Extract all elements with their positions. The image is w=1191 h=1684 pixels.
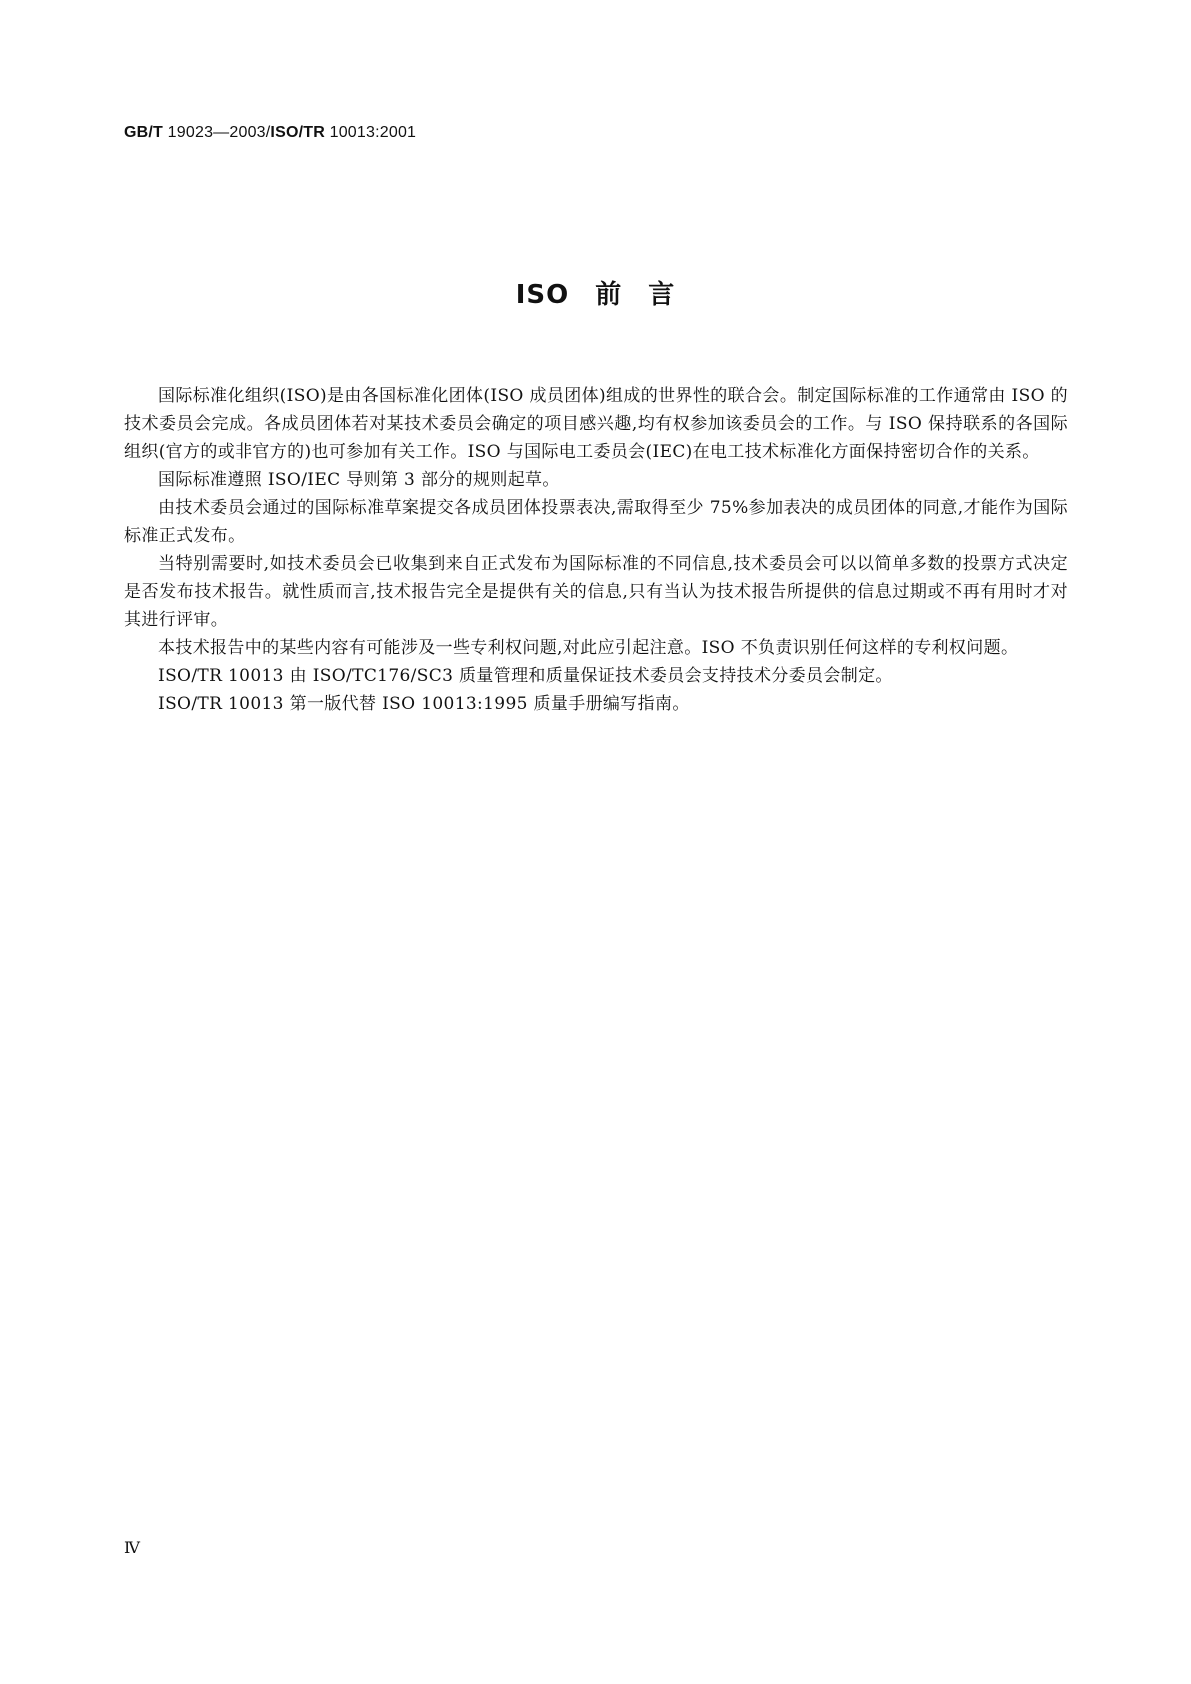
paragraph: 国际标准化组织(ISO)是由各国标准化团体(ISO 成员团体)组成的世界性的联合会。制定国际标准的工作通常由 ISO 的技术委员会完成。各成员团体若对某技术委员会确定的项目感兴趣,均有权参加该委员会的工作。与 ISO 保持联系的各国际组织(官方的或非官方的)也可参加有关工作。ISO 与国际电工委员会(IEC)在电工技术标准化方面保持密切合作的关系。 — [124, 386, 1068, 462]
header-iso-prefix: ISO/TR — [270, 124, 325, 141]
title-iso: ISO — [515, 280, 570, 310]
page-title — [0, 274, 1191, 311]
foreword-body — [124, 382, 1068, 718]
header-iso-number: 10013:2001 — [324, 124, 417, 141]
title-char-1: 前 — [595, 280, 623, 310]
paragraph: ISO/TR 10013 由 ISO/TC176/SC3 质量管理和质量保证技术委员会支持技术分委员会制定。 — [158, 666, 893, 686]
paragraph: ISO/TR 10013 第一版代替 ISO 10013:1995 质量手册编写指南。 — [158, 694, 690, 714]
paragraph: 国际标准遵照 ISO/IEC 导则第 3 部分的规则起草。 — [158, 470, 560, 490]
paragraph: 本技术报告中的某些内容有可能涉及一些专利权问题,对此应引起注意。ISO 不负责识别任何这样的专利权问题。 — [158, 638, 1019, 658]
header-standard-number: 19023—2003/ — [163, 124, 271, 141]
page-number: Ⅳ — [124, 1540, 140, 1557]
title-char-2: 言 — [648, 280, 676, 310]
paragraph: 当特别需要时,如技术委员会已收集到来自正式发布为国际标准的不同信息,技术委员会可以以简单多数的投票方式决定是否发布技术报告。就性质而言,技术报告完全是提供有关的信息,只有当认为技术报告所提供的信息过期或不再有用时才对其进行评审。 — [124, 554, 1068, 630]
document-header — [124, 124, 416, 142]
header-standard-prefix: GB/T — [124, 124, 164, 141]
paragraph: 由技术委员会通过的国际标准草案提交各成员团体投票表决,需取得至少 75%参加表决的成员团体的同意,才能作为国际标准正式发布。 — [124, 498, 1068, 546]
